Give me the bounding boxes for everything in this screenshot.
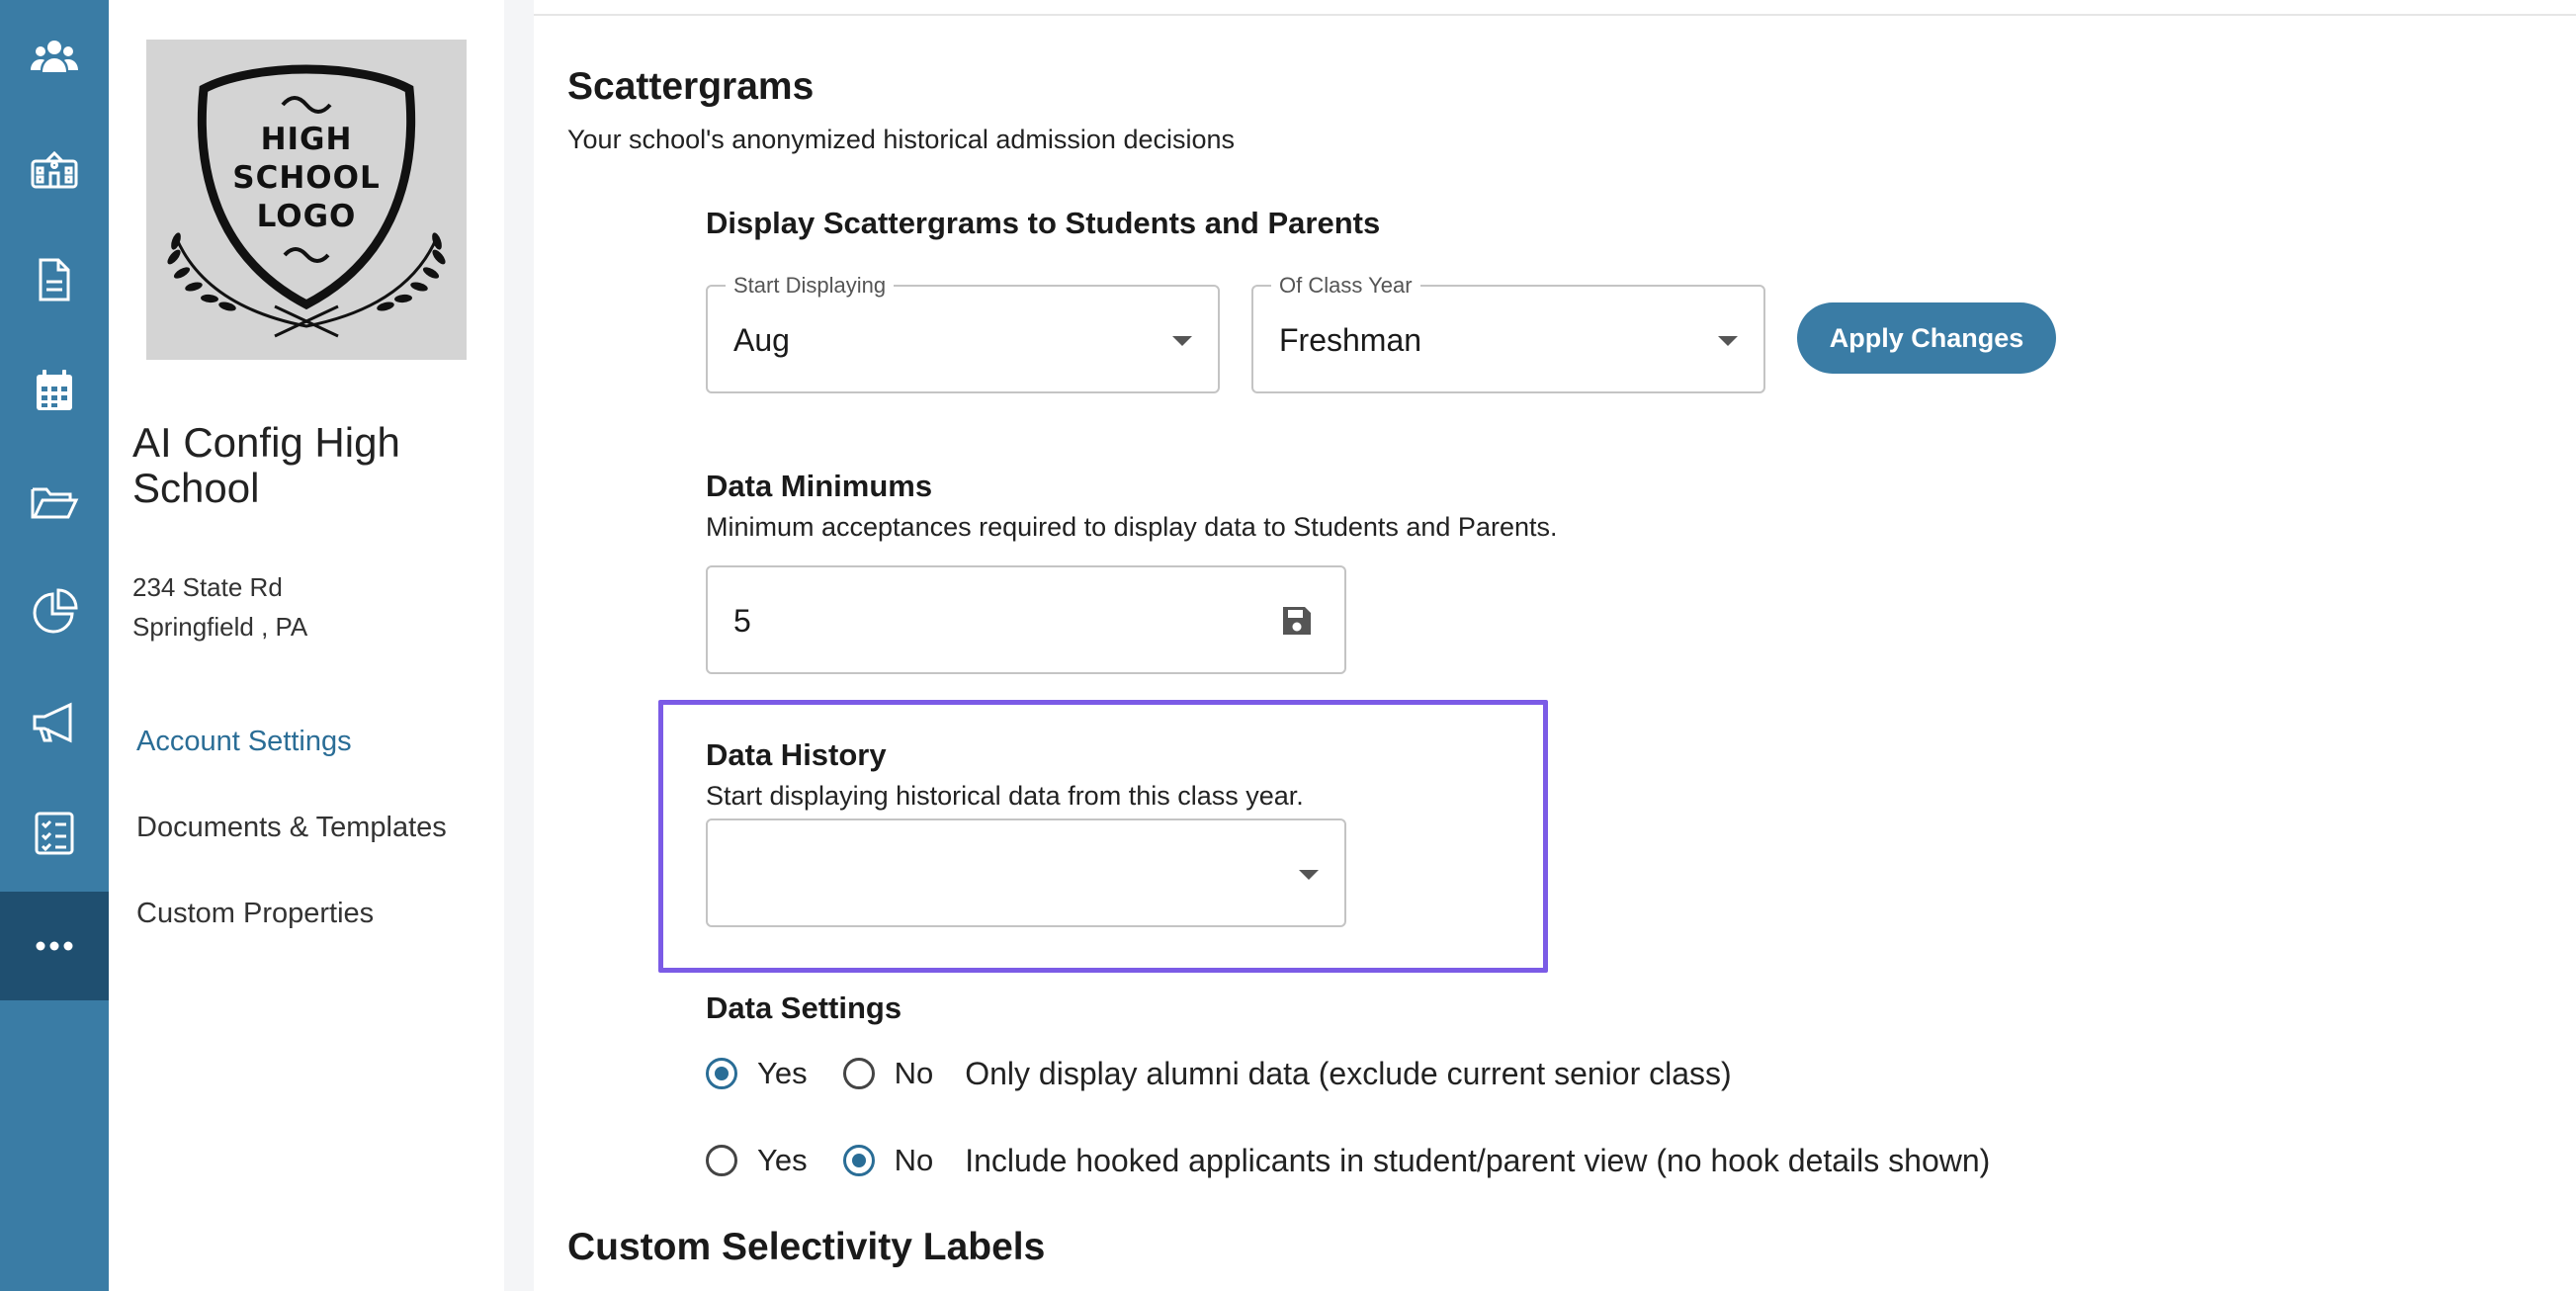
start-displaying-label: Start Displaying: [726, 273, 894, 299]
rail-item-documents[interactable]: [0, 225, 109, 334]
pie-chart-icon: [29, 586, 80, 638]
logo-line: SCHOOL: [232, 160, 381, 196]
hooked-applicants-description: Include hooked applicants in student/parent view (no hook details shown): [965, 1142, 1991, 1178]
document-icon: [29, 254, 80, 305]
settings-section-title: Data Settings: [706, 990, 902, 1025]
settings-main: [534, 0, 2576, 1291]
icon-rail: [0, 0, 109, 1291]
logo-text: [146, 121, 467, 236]
more-icon: [29, 920, 80, 972]
rail-item-more[interactable]: [0, 892, 109, 1000]
school-icon: [29, 143, 80, 195]
school-name: AI Config High School: [132, 419, 400, 511]
display-section-title: Display Scattergrams to Students and Parents: [706, 206, 1381, 240]
address-line-1: 234 State Rd: [132, 572, 283, 602]
yes-label: Yes: [757, 1056, 808, 1090]
school-profile-sidebar: [109, 0, 504, 1291]
nav-account-settings[interactable]: Account Settings: [136, 726, 352, 757]
rail-item-analytics[interactable]: [0, 558, 109, 666]
calendar-icon: [29, 365, 80, 416]
start-displaying-value: Aug: [733, 322, 790, 358]
class-year-label: Of Class Year: [1271, 273, 1420, 299]
school-logo: [146, 40, 467, 360]
class-year-select[interactable]: [1251, 273, 1765, 393]
folder-icon: [29, 475, 80, 527]
yes-label: Yes: [757, 1143, 808, 1177]
rail-item-calendar[interactable]: [0, 336, 109, 445]
start-displaying-select[interactable]: [706, 273, 1220, 393]
rail-item-students[interactable]: [0, 4, 109, 113]
custom-labels-title: Custom Selectivity Labels: [567, 1226, 1046, 1268]
alumni-only-description: Only display alumni data (exclude current senior class): [965, 1055, 1732, 1091]
chevron-down-icon: [1299, 870, 1319, 880]
save-icon[interactable]: [1279, 603, 1315, 639]
hooked-applicants-setting: [706, 1139, 1990, 1182]
minimums-description: Minimum acceptances required to display data to Students and Parents.: [706, 512, 1558, 542]
data-minimum-input[interactable]: [706, 565, 1346, 674]
history-description: Start displaying historical data from this class year.: [706, 781, 1304, 811]
hooked-applicants-yes-radio[interactable]: [706, 1145, 737, 1176]
data-history-select[interactable]: [706, 818, 1346, 927]
nav-documents-templates[interactable]: Documents & Templates: [136, 812, 447, 843]
logo-line: HIGH: [260, 122, 353, 157]
apply-changes-button[interactable]: Apply Changes: [1797, 302, 2056, 374]
nav-custom-properties[interactable]: Custom Properties: [136, 898, 375, 929]
rail-item-announcements[interactable]: [0, 668, 109, 777]
school-address: [132, 567, 307, 646]
logo-line: LOGO: [256, 199, 357, 234]
class-year-value: Freshman: [1279, 322, 1422, 358]
history-section-title: Data History: [706, 737, 887, 772]
rail-item-tasks[interactable]: [0, 779, 109, 888]
rail-item-schools[interactable]: [0, 115, 109, 223]
alumni-only-setting: [706, 1052, 1732, 1095]
chevron-down-icon: [1718, 336, 1738, 346]
panel-divider: [504, 0, 534, 1291]
data-minimum-value: 5: [733, 603, 751, 639]
no-label: No: [894, 1056, 934, 1090]
checklist-icon: [29, 808, 80, 859]
page-subtitle: Your school's anonymized historical admission decisions: [567, 125, 1235, 154]
users-icon: [29, 33, 80, 84]
megaphone-icon: [29, 697, 80, 748]
page-title: Scattergrams: [567, 65, 815, 108]
alumni-only-no-radio[interactable]: [843, 1058, 875, 1089]
minimums-section-title: Data Minimums: [706, 469, 933, 503]
rail-item-files[interactable]: [0, 447, 109, 556]
hooked-applicants-no-radio[interactable]: [843, 1145, 875, 1176]
address-line-2: Springfield , PA: [132, 612, 308, 642]
chevron-down-icon: [1172, 336, 1192, 346]
no-label: No: [894, 1143, 934, 1177]
alumni-only-yes-radio[interactable]: [706, 1058, 737, 1089]
